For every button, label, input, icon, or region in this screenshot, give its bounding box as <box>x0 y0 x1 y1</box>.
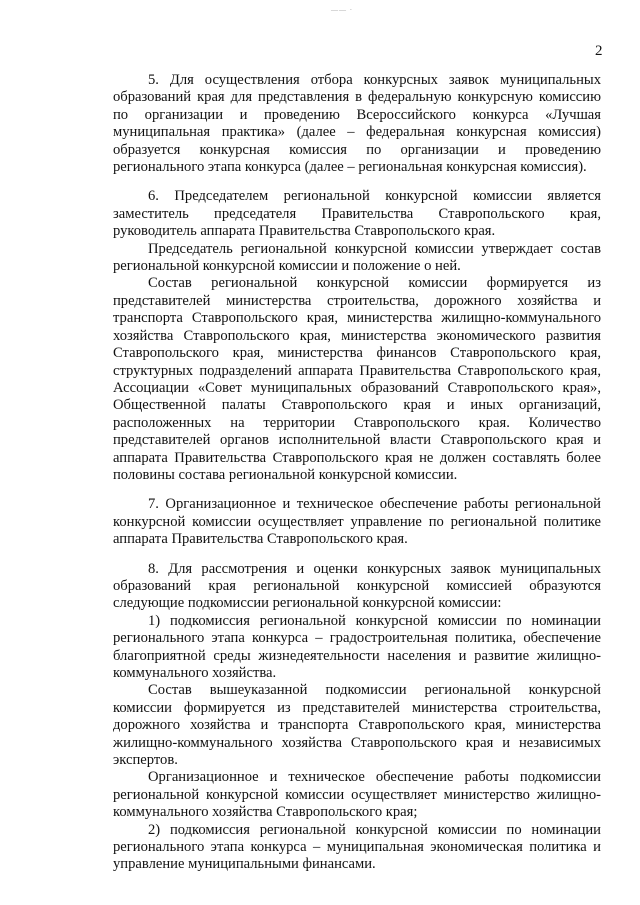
paragraph-commission-composition: Состав региональной конкурсной комиссии формируется из представителей министерства строительства, дорожного хозяйства и транспорта Ставропольского края, министерства жилищно-коммунального хозяйства Ставропольского края, министерства экономического развития Ставропольского края, министерства финансов Ставропольского края, структурных подразделений аппарата Правительства Ставропольского края, Ассоциации «Совет муниципальных образований Ставропольского края», Общественной палаты Ставропольского края и иных организаций, расположенных на территории Ставропольского края. Количество представителей органов исполнительной власти Ставропольского края и аппарата Правительства Ставропольского края не должен составлять более половины состава региональной конкурсной комиссии. <box>113 275 601 483</box>
paragraph-subcommission-1: 1) подкомиссия региональной конкурсной комиссии по номинации регионального этапа конкурса – градостроительная политика, обеспечение благоприятной среды жизнедеятельности населения и развитие жилищно-коммунального хозяйства. <box>113 612 601 681</box>
scan-marks: —— · <box>331 6 354 14</box>
paragraph-item-6: 6. Председателем региональной конкурсной комиссии является заместитель председателя Правительства Ставропольского края, руководитель аппарата Правительства Ставропольского края. <box>113 188 601 240</box>
paragraph-item-8: 8. Для рассмотрения и оценки конкурсных заявок муниципальных образований края региональной конкурсной комиссией образуются следующие подкомиссии региональной конкурсной комиссии: <box>113 560 601 612</box>
page-number: 2 <box>595 43 603 59</box>
paragraph-item-7: 7. Организационное и техническое обеспечение работы региональной конкурсной комиссии осуществляет управление по региональной политике аппарата Правительства Ставропольского края. <box>113 496 601 548</box>
paragraph-subcommission-2: 2) подкомиссия региональной конкурсной комиссии по номинации регионального этапа конкурса – муниципальная экономическая политика и управление муниципальными финансами. <box>113 821 601 873</box>
paragraph-chairman-approves: Председатель региональной конкурсной комиссии утверждает состав региональной конкурсной комиссии и положение о ней. <box>113 240 601 275</box>
paragraph-subcommission-1-support: Организационное и техническое обеспечение работы подкомиссии региональной конкурсной комиссии осуществляет министерство жилищно-коммунального хозяйства Ставропольского края; <box>113 769 601 821</box>
document-body <box>113 72 601 874</box>
paragraph-subcommission-1-composition: Состав вышеуказанной подкомиссии региональной конкурсной комиссии формируется из представителей министерства строительства, дорожного хозяйства и транспорта Ставропольского края, министерства жилищно-коммунального хозяйства Ставропольского края и независимых экспертов. <box>113 682 601 769</box>
paragraph-item-5: 5. Для осуществления отбора конкурсных заявок муниципальных образований края для представления в федеральную конкурсную комиссию по организации и проведению Всероссийского конкурса «Лучшая муниципальная практика» (далее – федеральная конкурсная комиссия) образуется конкурсная комиссия по организации и проведению регионального этапа конкурса (далее – региональная конкурсная комиссия). <box>113 72 601 176</box>
